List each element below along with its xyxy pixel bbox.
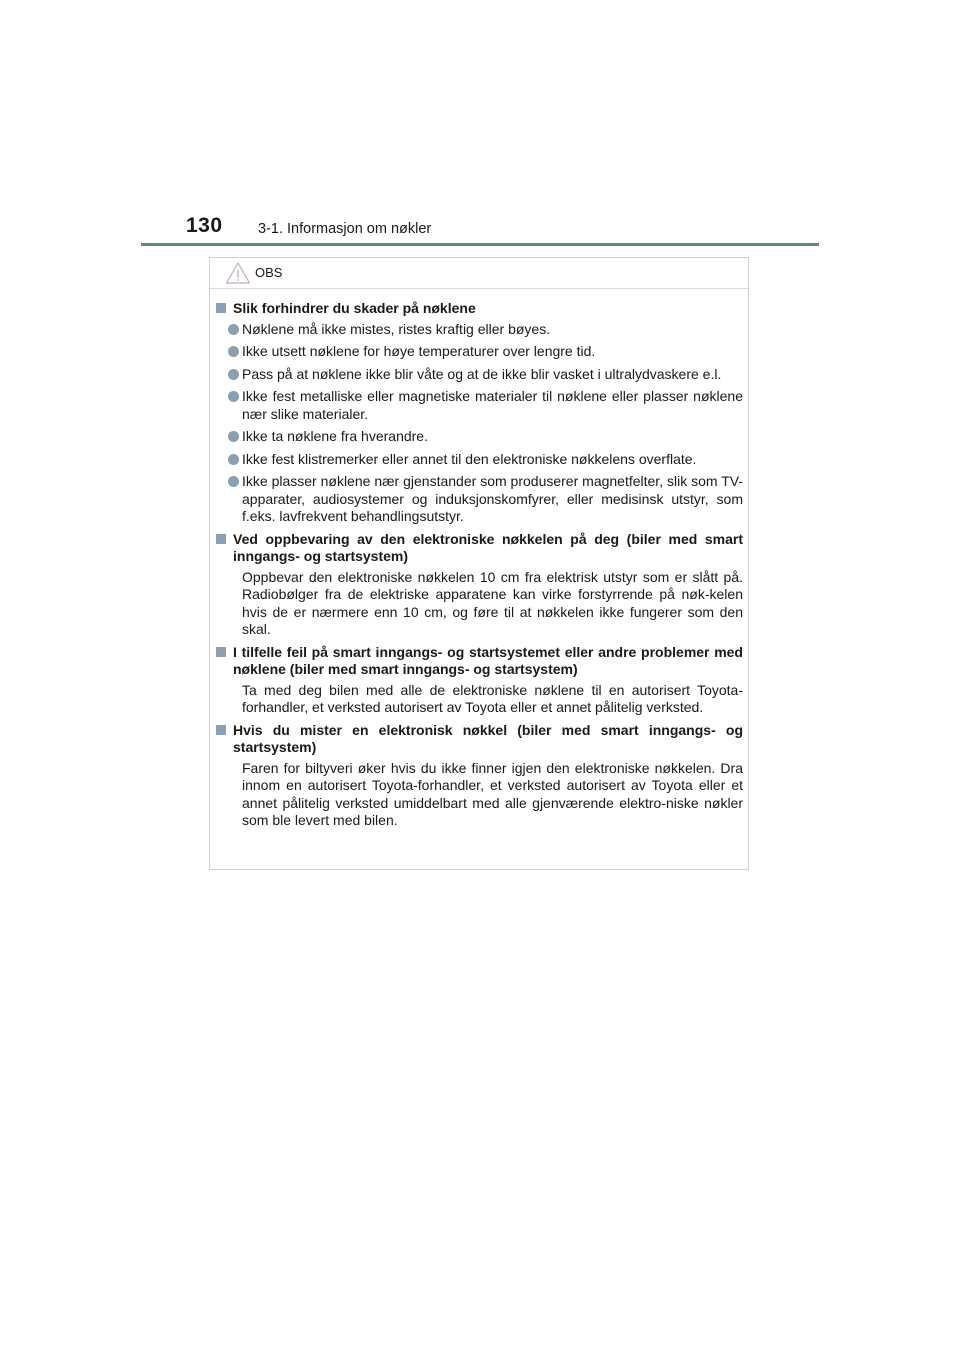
topic-heading-text: Ved oppbevaring av den elektroniske nøkkelen på deg (biler med smart inngangs- og startsystem): [233, 530, 743, 564]
round-bullet-icon: [228, 476, 239, 487]
square-bullet-icon: [216, 534, 226, 544]
page-number: 130: [186, 214, 223, 237]
list-item: [215, 343, 743, 361]
list-item-text: Ikke utsett nøklene for høye temperaturer over lengre tid.: [242, 343, 596, 359]
list-item-text: Ikke ta nøklene fra hverandre.: [242, 428, 428, 444]
list-item-text: Nøklene må ikke mistes, ristes kraftig eller bøyes.: [242, 320, 551, 337]
list-item-text: Ikke fest klistremerker eller annet til den elektroniske nøkkelens overflate.: [242, 450, 697, 467]
notice-body: [215, 300, 743, 835]
list-item: [215, 366, 743, 384]
round-bullet-icon: [228, 346, 239, 357]
round-bullet-icon: [228, 454, 239, 465]
list-item: [215, 321, 743, 339]
list-item-text: Ikke plasser nøklene nær gjenstander som produserer magnetfelter, slik som TV-apparater, audiosystemer og induksjonskomfyrer, eller medisinsk utstyr, som f.eks. lavfrekvent behandlingsutstyr.: [242, 473, 743, 524]
topic-heading: [215, 644, 743, 679]
list-item-text: Ikke fest metalliske eller magnetiske materialer til nøklene eller plasser nøklene nær slike materialer.: [242, 388, 743, 422]
list-item: [215, 388, 743, 423]
topic-paragraph: Oppbevar den elektroniske nøkkelen 10 cm fra elektrisk utstyr som er slått på. Radiobølger fra de elektriske apparatene kan virke forstyrrende på nøk-kelen hvis de er nærmere enn 10 cm, og føre til at nøkkelen ikke fungerer som den skal.: [242, 568, 743, 637]
topic-heading: [215, 300, 743, 318]
section-title: 3-1. Informasjon om nøkler: [258, 221, 432, 237]
square-bullet-icon: [216, 303, 226, 313]
topic-heading-text: I tilfelle feil på smart inngangs- og startsystemet eller andre problemer med nøklene (biler med smart inngangs- og startsystem): [233, 643, 743, 677]
list-item: [215, 428, 743, 446]
topic-paragraph: Faren for biltyveri øker hvis du ikke finner igjen den elektroniske nøkkelen. Dra innom en autorisert Toyota-forhandler, et verksted autorisert av Toyota eller et annet pålitelig verksted umiddelbart med alle gjenværende elektro-niske nøkler som ble levert med bilen.: [242, 759, 743, 828]
notice-header: [210, 258, 748, 289]
topic-heading: [215, 722, 743, 757]
round-bullet-icon: [228, 369, 239, 380]
square-bullet-icon: [216, 725, 226, 735]
topic-heading: [215, 531, 743, 566]
list-item: [215, 451, 743, 469]
notice-label: OBS: [255, 265, 283, 280]
list-item: [215, 473, 743, 526]
topic-heading-text: Slik forhindrer du skader på nøklene: [233, 300, 476, 316]
header-rule: [141, 243, 819, 246]
topic-paragraph: Ta med deg bilen med alle de elektroniske nøklene til en autorisert Toyota-forhandler, et verksted autorisert av Toyota eller et annet pålitelig verksted.: [242, 681, 743, 715]
round-bullet-icon: [228, 391, 239, 402]
round-bullet-icon: [228, 431, 239, 442]
square-bullet-icon: [216, 647, 226, 657]
notice-box: [209, 257, 749, 870]
list-item-text: Pass på at nøklene ikke blir våte og at de ikke blir vasket i ultralydvaskere e.l.: [242, 365, 722, 382]
topic-heading-text: Hvis du mister en elektronisk nøkkel (biler med smart inngangs- og startsystem): [233, 721, 743, 755]
round-bullet-icon: [228, 324, 239, 335]
warning-triangle-icon: [225, 261, 251, 285]
